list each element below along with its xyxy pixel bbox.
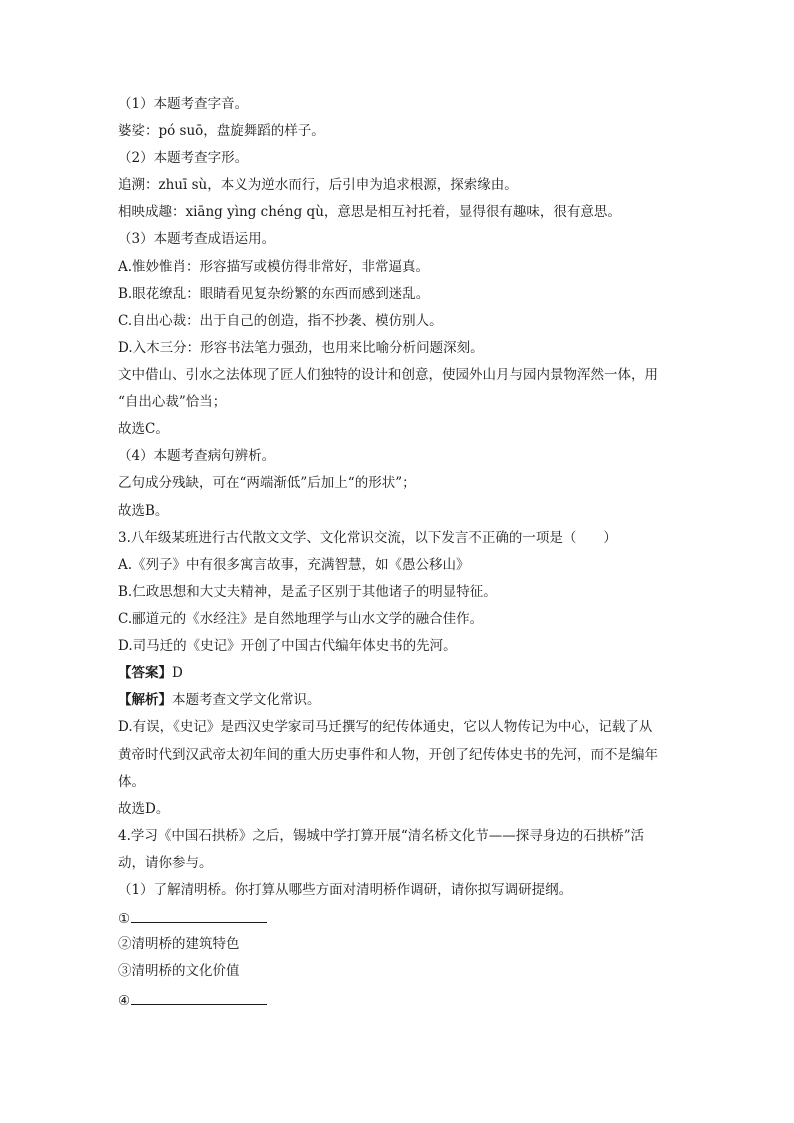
text-line: D.有误，《史记》是西汉史学家司马迁撰写的纪传体通史，它以人物传记为中心，记载了从	[118, 719, 653, 735]
option-c: C.郦道元的《水经注》是自然地理学与山水文学的融合佳作。	[118, 611, 484, 627]
text-line: 故选C。	[118, 421, 169, 437]
answer-blank[interactable]	[131, 990, 267, 1005]
outline-item-2: ②清明桥的建筑特色	[118, 936, 240, 952]
text-line: 体。	[118, 774, 145, 790]
question-4-stem: 4.学习《中国石拱桥》之后，锡城中学打算开展“清名桥文化节——探寻身边的石拱桥”活	[118, 828, 645, 844]
text-line: D.入木三分：形容书法笔力强劲，也用来比喻分析问题深刻。	[118, 340, 484, 356]
text-line: 追溯：zhuī sù，本义为逆水而行，后引申为追求根源，探索缘由。	[118, 177, 518, 193]
outline-number: ④	[118, 993, 131, 1009]
option-a: A.《列子》中有很多寓言故事，充满智慧，如《愚公移山》	[118, 557, 470, 573]
text-line: C.自出心裁：出于自己的创造，指不抄袭、模仿别人。	[118, 313, 443, 329]
text-line: 婆娑：pó suō，盘旋舞蹈的样子。	[118, 123, 325, 139]
question-3-stem: 3.八年级某班进行古代散文文学、文化常识交流，以下发言不正确的一项是（ ）	[118, 530, 617, 546]
outline-number: ①	[118, 911, 131, 927]
text-line: （2）本题考查字形。	[118, 150, 249, 166]
text-line: A.惟妙惟肖：形容描写或模仿得非常好，非常逼真。	[118, 259, 430, 275]
answer-line	[118, 664, 684, 682]
analysis-text: 本题考查文学文化常识。	[172, 692, 321, 708]
text-line: （3）本题考查成语运用。	[118, 231, 276, 247]
answer-label: 【答案】	[118, 665, 172, 681]
text-line: （4）本题考查病句辨析。	[118, 448, 276, 464]
text-line: 黄帝时代到汉武帝太初年间的重大历史事件和人物，开创了纪传体史书的先河，而不是编年	[118, 747, 658, 763]
text-line: 文中借山、引水之法体现了匠人们独特的设计和创意，使园外山月与园内景物浑然一体，用	[118, 367, 658, 383]
option-d: D.司马迁的《史记》开创了中国古代编年体史书的先河。	[118, 638, 457, 654]
outline-item-1	[118, 908, 684, 928]
text-line: 乙句成分残缺，可在“两端渐低”后加上“的形状”；	[118, 475, 416, 491]
text-line: （1）了解清明桥。你打算从哪些方面对清明桥作调研，请你拟写调研提纲。	[118, 882, 573, 898]
text-line: 故选D。	[118, 801, 170, 817]
text-line: B.眼花缭乱：眼睛看见复杂纷繁的东西而感到迷乱。	[118, 286, 430, 302]
answer-blank[interactable]	[131, 908, 267, 923]
text-line: 相映成趣：xiāng yìng chéng qù，意思是相互衬托着，显得很有趣味，很有意思。	[118, 204, 621, 220]
outline-item-4	[118, 990, 684, 1010]
text-line: 故选B。	[118, 503, 169, 519]
text-line: “自出心裁”恰当；	[118, 394, 227, 410]
option-b: B.仁政思想和大丈夫精神，是孟子区别于其他诸子的明显特征。	[118, 584, 497, 600]
analysis-line	[118, 691, 684, 709]
analysis-label: 【解析】	[118, 692, 172, 708]
text-line: （1）本题考查字音。	[118, 96, 249, 112]
outline-item-3: ③清明桥的文化价值	[118, 963, 240, 979]
text-line: 动，请你参与。	[118, 855, 213, 871]
answer-value: D	[172, 665, 183, 681]
